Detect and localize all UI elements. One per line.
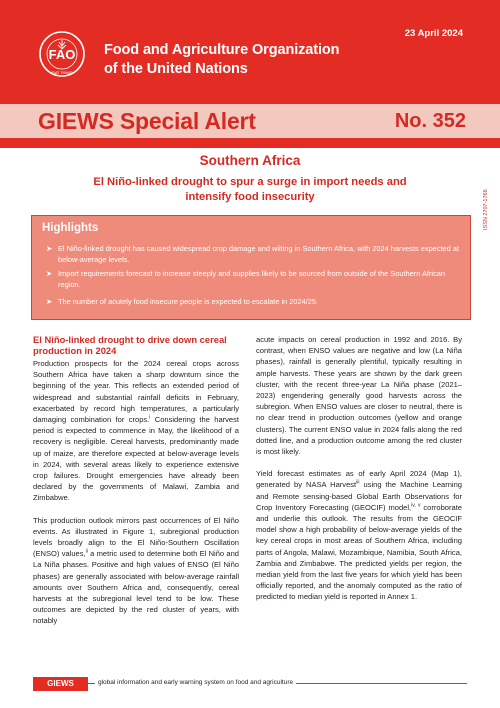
left-column: [33, 334, 239, 627]
region-title: Southern Africa: [199, 153, 301, 168]
page-subtitle: El Niño-linked drought to spur a surge in import needs and intensify food insecurity: [93, 176, 407, 203]
arrow-bullet-icon: ➤: [46, 297, 53, 306]
highlight-item: ➤ Import requirements forecast to increase steeply and supplies likely to be sourced from outside of the Southern African region.: [46, 269, 445, 289]
svg-text:FIAT PANIS: FIAT PANIS: [51, 70, 73, 75]
fao-logo-icon: [38, 30, 86, 78]
issn-label: ISSN 2707-1766: [483, 189, 489, 230]
footer: [33, 677, 467, 687]
section-heading: El Niño-linked drought to drive down cereal production in 2024: [33, 334, 227, 356]
highlight-item: ➤ El Niño-linked drought has caused widespread crop damage and wilting in Southern Africa, with 2024 harvests expected at below-average levels.: [46, 244, 459, 264]
arrow-bullet-icon: ➤: [46, 244, 53, 253]
publication-date: 23 April 2024: [404, 28, 463, 39]
paragraph: acute impacts on cereal production in 1992 and 2016. By contrast, when ENSO values are negative and low (La Niña phases), rainfall is generally plentiful, typically resulting in ample harvests. These years are shown by the dark green cluster, with the recent three-year La Niña phase (2021–2023) engendering generally good harvests across the subregion. When ENSO values are closer to neutral, there is no clear trend in production outcomes (yellow and orange clusters). The current ENSO value in 2024 falls along the red dotted line, and a production outcome among the red cluster is most likely.: [256, 335, 462, 457]
arrow-bullet-icon: ➤: [46, 269, 53, 278]
paragraph: Yield forecast estimates as of early April 2024 (Map 1), generated by NASA Harvest$^{iii}$ using the Machine Learning and Remote sensing-based Global Earth Observations for Crop Inventory Forecasting (GEOCIF) model,$^{iv, v}$ corroborate and underlie this outlook. The results from the GEOCIF model show a high probability of below-average yields of the key cereal crops in most areas of Southern Africa, including parts of Angola, Malawi, Mozambique, Namibia, South Africa, Zambia and Zimbabwe. The predicted yields per region, the median yield from the last five years for which yield has been officially reported, and the anomaly computed as the ratio of predicted to median yield is reported in Annex 1.: [256, 469, 462, 602]
right-column: [256, 334, 462, 603]
highlight-item: ➤ The number of acutely food insecure people is expected to escalate in 2024/25.: [46, 297, 319, 306]
org-line-2: of the United Nations: [104, 61, 248, 77]
organization-name: [104, 41, 339, 79]
footer-label: GIEWS: [33, 677, 88, 691]
alert-title: GIEWS Special Alert: [38, 108, 256, 134]
highlights-box: [31, 215, 471, 320]
highlights-heading: Highlights: [42, 222, 99, 234]
paragraph: This production outlook mirrors past occurrences of El Niño events. As illustrated in Figure 1, subregional production levels broadly align to the El Niño-Southern Oscillation (ENSO) values,$^{ii}$ a metric used to determine both El Niño and La Niña phases. Positive and high values of ENSO (El Niño phases) are generally associated with below-average rainfall amounts over Southern Africa and, consequently, cereal harvests at the subregional level tend to be low. These outcomes are depicted by the red cluster of years, with notably: [33, 515, 239, 626]
footer-text: global information and early warning system on food and agriculture: [95, 679, 296, 686]
svg-text:FAO: FAO: [48, 47, 76, 62]
alert-number: No. 352: [394, 110, 466, 132]
org-line-1: Food and Agriculture Organization: [104, 42, 340, 58]
paragraph: Production prospects for the 2024 cereal crops across Southern Africa have taken a sharp downturn since the beginning of the year. This reflects an extended period of widespread and substantial rainfall deficits in February, exacerbated by record high temperatures, a particularly damaging combination for crops.$^i$ Considering the harvest period is expected to commence in May, the likelihood of a recovery is negligible. Cereal harvests, predominantly made up of maize, are therefore expected at below-average levels in 2024, with several areas likely to experience extensive crop failures. Drought emergencies have already been declared by the governments of Malawi, Zambia and Zimbabwe.: [33, 359, 239, 503]
